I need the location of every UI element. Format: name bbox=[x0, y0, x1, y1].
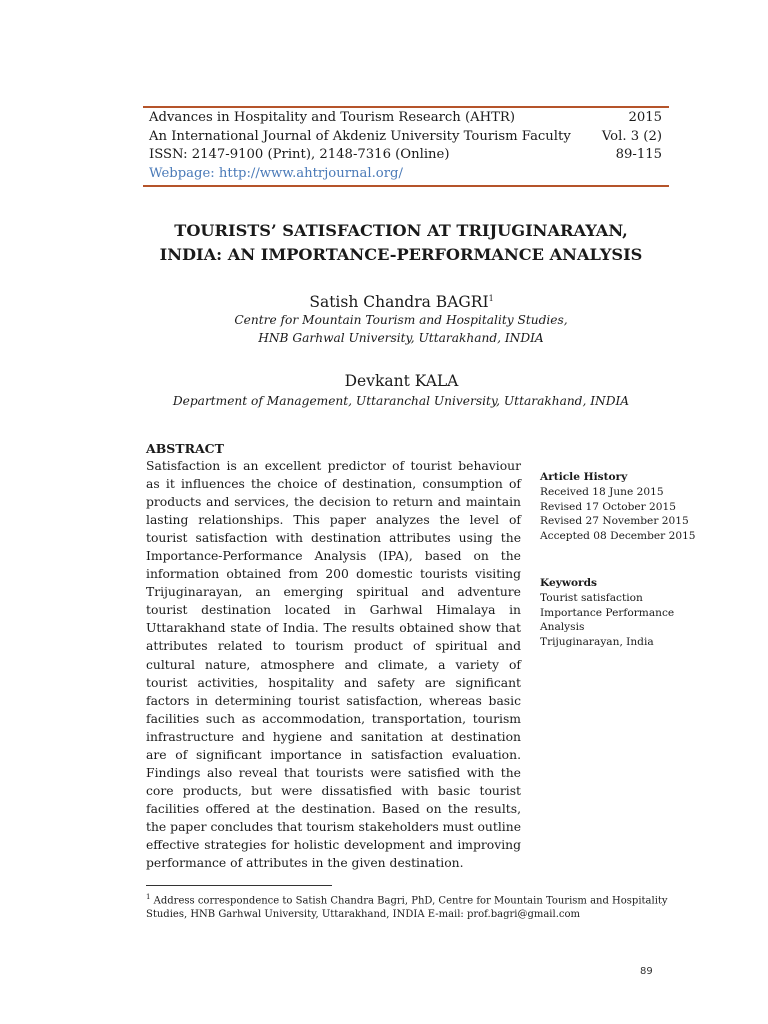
keywords-heading: Keywords bbox=[540, 577, 598, 589]
keyword-item: Trijuginarayan, India bbox=[540, 636, 654, 649]
journal-name: Advances in Hospitality and Tourism Research (AHTR) bbox=[149, 110, 515, 125]
footnote bbox=[146, 890, 676, 922]
journal-subtitle: An International Journal of Akdeniz University Tourism Faculty bbox=[149, 128, 571, 144]
journal-header bbox=[149, 109, 589, 183]
history-item: Received 18 June 2015 bbox=[540, 485, 664, 498]
author-1-name: Satish Chandra BAGRI$^1$ bbox=[309, 293, 494, 312]
journal-pages: 89-115 bbox=[615, 147, 662, 162]
abstract-text: Satisfaction is an excellent predictor of tourist behaviour as it influences the choice of destination, consumption of products and services, the decision to return and maintain lasting relationships. This paper analyzes the level of tourist satisfaction with destination attributes using the Importance-Performance Analysis (IPA), based on the information obtained from 200 domestic tourists visiting Trijuginarayan, an emerging spiritual and adventure tourist destination located in Garhwal Himalaya in Uttarakhand state of India. The results obtained show that attributes related to tourism product of spiritual and cultural nature, atmosphere and climate, a variety of tourist activities, hospitality and safety are significant factors in determining tourist satisfaction, whereas basic facilities such as accommodation, transportation, tourism infrastructure and hygiene and sanitation at destination are of significant importance in satisfaction evaluation. Findings also reveal that tourists were satisfied with the core products, but were dissatisfied with basic tourist facilities offered at the destination. Based on the results, the paper concludes that tourism stakeholders must outline effective strategies for holistic development and improving performance of attributes in the given destination. bbox=[146, 459, 521, 871]
keyword-item: Importance Performance bbox=[540, 606, 675, 619]
header-bottom-rule bbox=[143, 185, 669, 187]
page-number: 89 bbox=[640, 966, 653, 977]
journal-year: 2015 bbox=[628, 110, 662, 125]
article-history-heading: Article History bbox=[540, 471, 628, 483]
author-2-name: Devkant KALA bbox=[344, 372, 459, 390]
footnote-rule bbox=[146, 885, 332, 886]
history-item: Accepted 08 December 2015 bbox=[540, 530, 696, 543]
journal-issn: ISSN: 2147-9100 (Print), 2148-7316 (Online) bbox=[149, 147, 450, 162]
keywords bbox=[540, 576, 700, 650]
abstract-heading: ABSTRACT bbox=[146, 441, 224, 456]
header-top-rule bbox=[143, 106, 669, 108]
title-line-1: TOURISTS’ SATISFACTION AT TRIJUGINARAYAN, bbox=[174, 221, 628, 240]
footnote-marker: 1 bbox=[146, 893, 151, 901]
author-1-footnote-marker: 1 bbox=[488, 294, 494, 303]
title-line-2: INDIA: AN IMPORTANCE-PERFORMANCE ANALYSIS bbox=[159, 245, 643, 264]
author-1-affiliation: Centre for Mountain Tourism and Hospitality Studies, HNB Garhwal University, Uttarakhand, INDIA bbox=[234, 313, 568, 345]
author-2-affiliation: Department of Management, Uttaranchal University, Uttarakhand, INDIA bbox=[172, 394, 630, 408]
paper-title bbox=[120, 219, 682, 267]
history-item: Revised 17 October 2015 bbox=[540, 500, 677, 513]
journal-volume: Vol. 3 (2) bbox=[601, 128, 662, 144]
keyword-item: Tourist satisfaction bbox=[540, 591, 643, 604]
article-history bbox=[540, 470, 700, 544]
keyword-item: Analysis bbox=[540, 621, 585, 634]
footnote-text: Address correspondence to Satish Chandra Bagri, PhD, Centre for Mountain Tourism and Hospitality Studies, HNB Garhwal University, Uttarakhand, INDIA E-mail: prof.bagri@gmail.com bbox=[146, 895, 668, 921]
journal-issue-info bbox=[580, 109, 662, 165]
journal-webpage-link[interactable]: Webpage: http://www.ahtrjournal.org/ bbox=[149, 165, 403, 181]
history-item: Revised 27 November 2015 bbox=[540, 515, 689, 528]
